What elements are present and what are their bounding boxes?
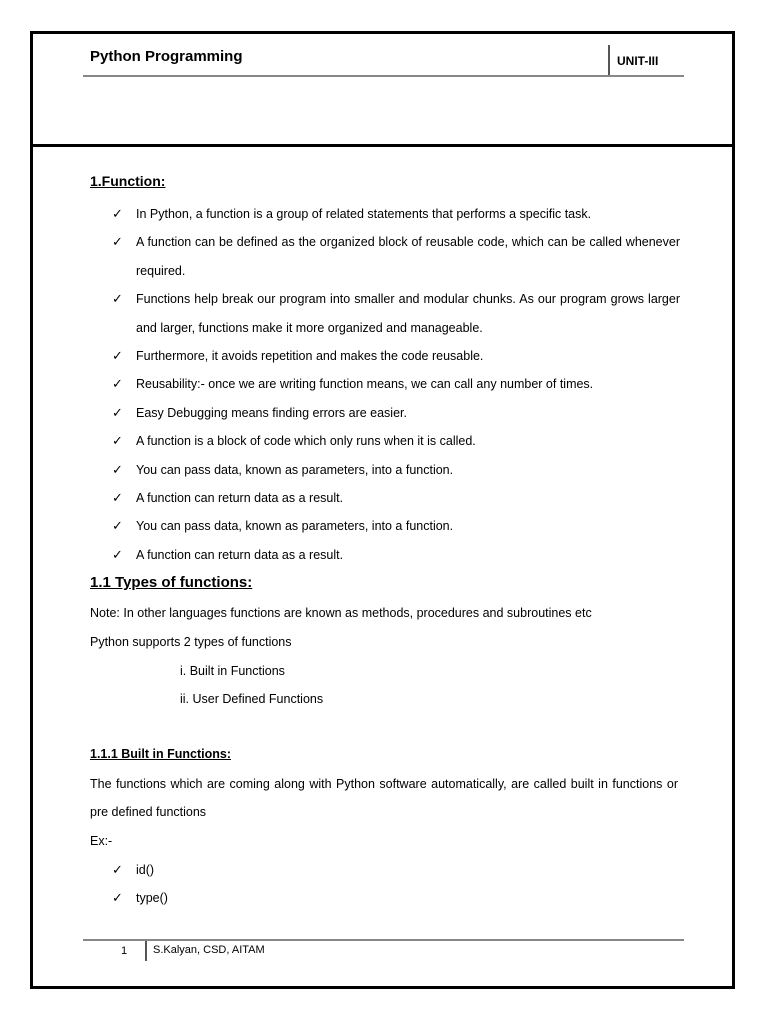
builtin-description: The functions which are coming along with Python software automatically, are called built in functions or pre defined functions [90,777,678,820]
check-icon: ✓ [112,291,123,307]
types-note: Note: In other languages functions are known as methods, procedures and subroutines etc [90,606,592,620]
list-item: ✓ You can pass data, known as parameters, into a function. [110,512,680,540]
check-icon: ✓ [112,890,123,906]
unit-label: UNIT-III [608,45,684,75]
list-item: ✓ Reusability:- once we are writing function means, we can call any number of times. [110,370,680,398]
list-item: ✓ Furthermore, it avoids repetition and makes the code reusable. [110,342,680,370]
list-item: ✓ Functions help break our program into smaller and modular chunks. As our program grows larger and larger, functions make it more organized and manageable. [110,285,680,342]
list-item: ii. User Defined Functions [180,692,324,707]
footer-divider [145,941,147,961]
footer-rule [83,939,684,941]
check-icon: ✓ [112,376,123,392]
builtin-example-list [110,856,168,913]
check-icon: ✓ [112,518,123,534]
header-rule [83,75,684,77]
list-item: ✓ A function can return data as a result. [110,541,680,569]
list-item: ✓ id() [110,856,168,884]
document-title: Python Programming [90,48,243,65]
section-heading-function: 1.Function: [90,173,166,189]
list-item: ✓ A function can return data as a result. [110,484,680,512]
check-icon: ✓ [112,348,123,364]
check-icon: ✓ [112,206,123,221]
list-item: ✓ type() [110,884,168,912]
header-separator [30,144,735,147]
types-list [180,657,323,714]
page-number: 1 [121,945,128,957]
types-intro: Python supports 2 types of functions [90,635,292,649]
list-item: ✓ A function can be defined as the organized block of reusable code, which can be called whenever required. [110,228,680,285]
check-icon: ✓ [112,862,123,877]
check-icon: ✓ [112,461,123,477]
check-icon: ✓ [112,490,123,506]
list-item: ✓ In Python, a function is a group of related statements that performs a specific task. [110,200,680,228]
check-icon: ✓ [112,234,123,250]
list-item: ✓ A function is a block of code which only runs when it is called. [110,427,680,455]
check-icon: ✓ [112,433,123,449]
section-heading-types: 1.1 Types of functions: [90,574,253,591]
check-icon: ✓ [112,546,123,562]
list-item: i. Built in Functions [180,664,285,678]
list-item: ✓ Easy Debugging means finding errors are easier. [110,399,680,427]
check-icon: ✓ [112,404,123,420]
footer-author: S.Kalyan, CSD, AITAM [153,944,265,956]
example-label: Ex:- [90,834,113,848]
list-item: ✓ You can pass data, known as parameters, into a function. [110,456,680,484]
function-bullet-list [110,200,680,569]
section-heading-builtin: 1.1.1 Built in Functions: [90,747,231,761]
